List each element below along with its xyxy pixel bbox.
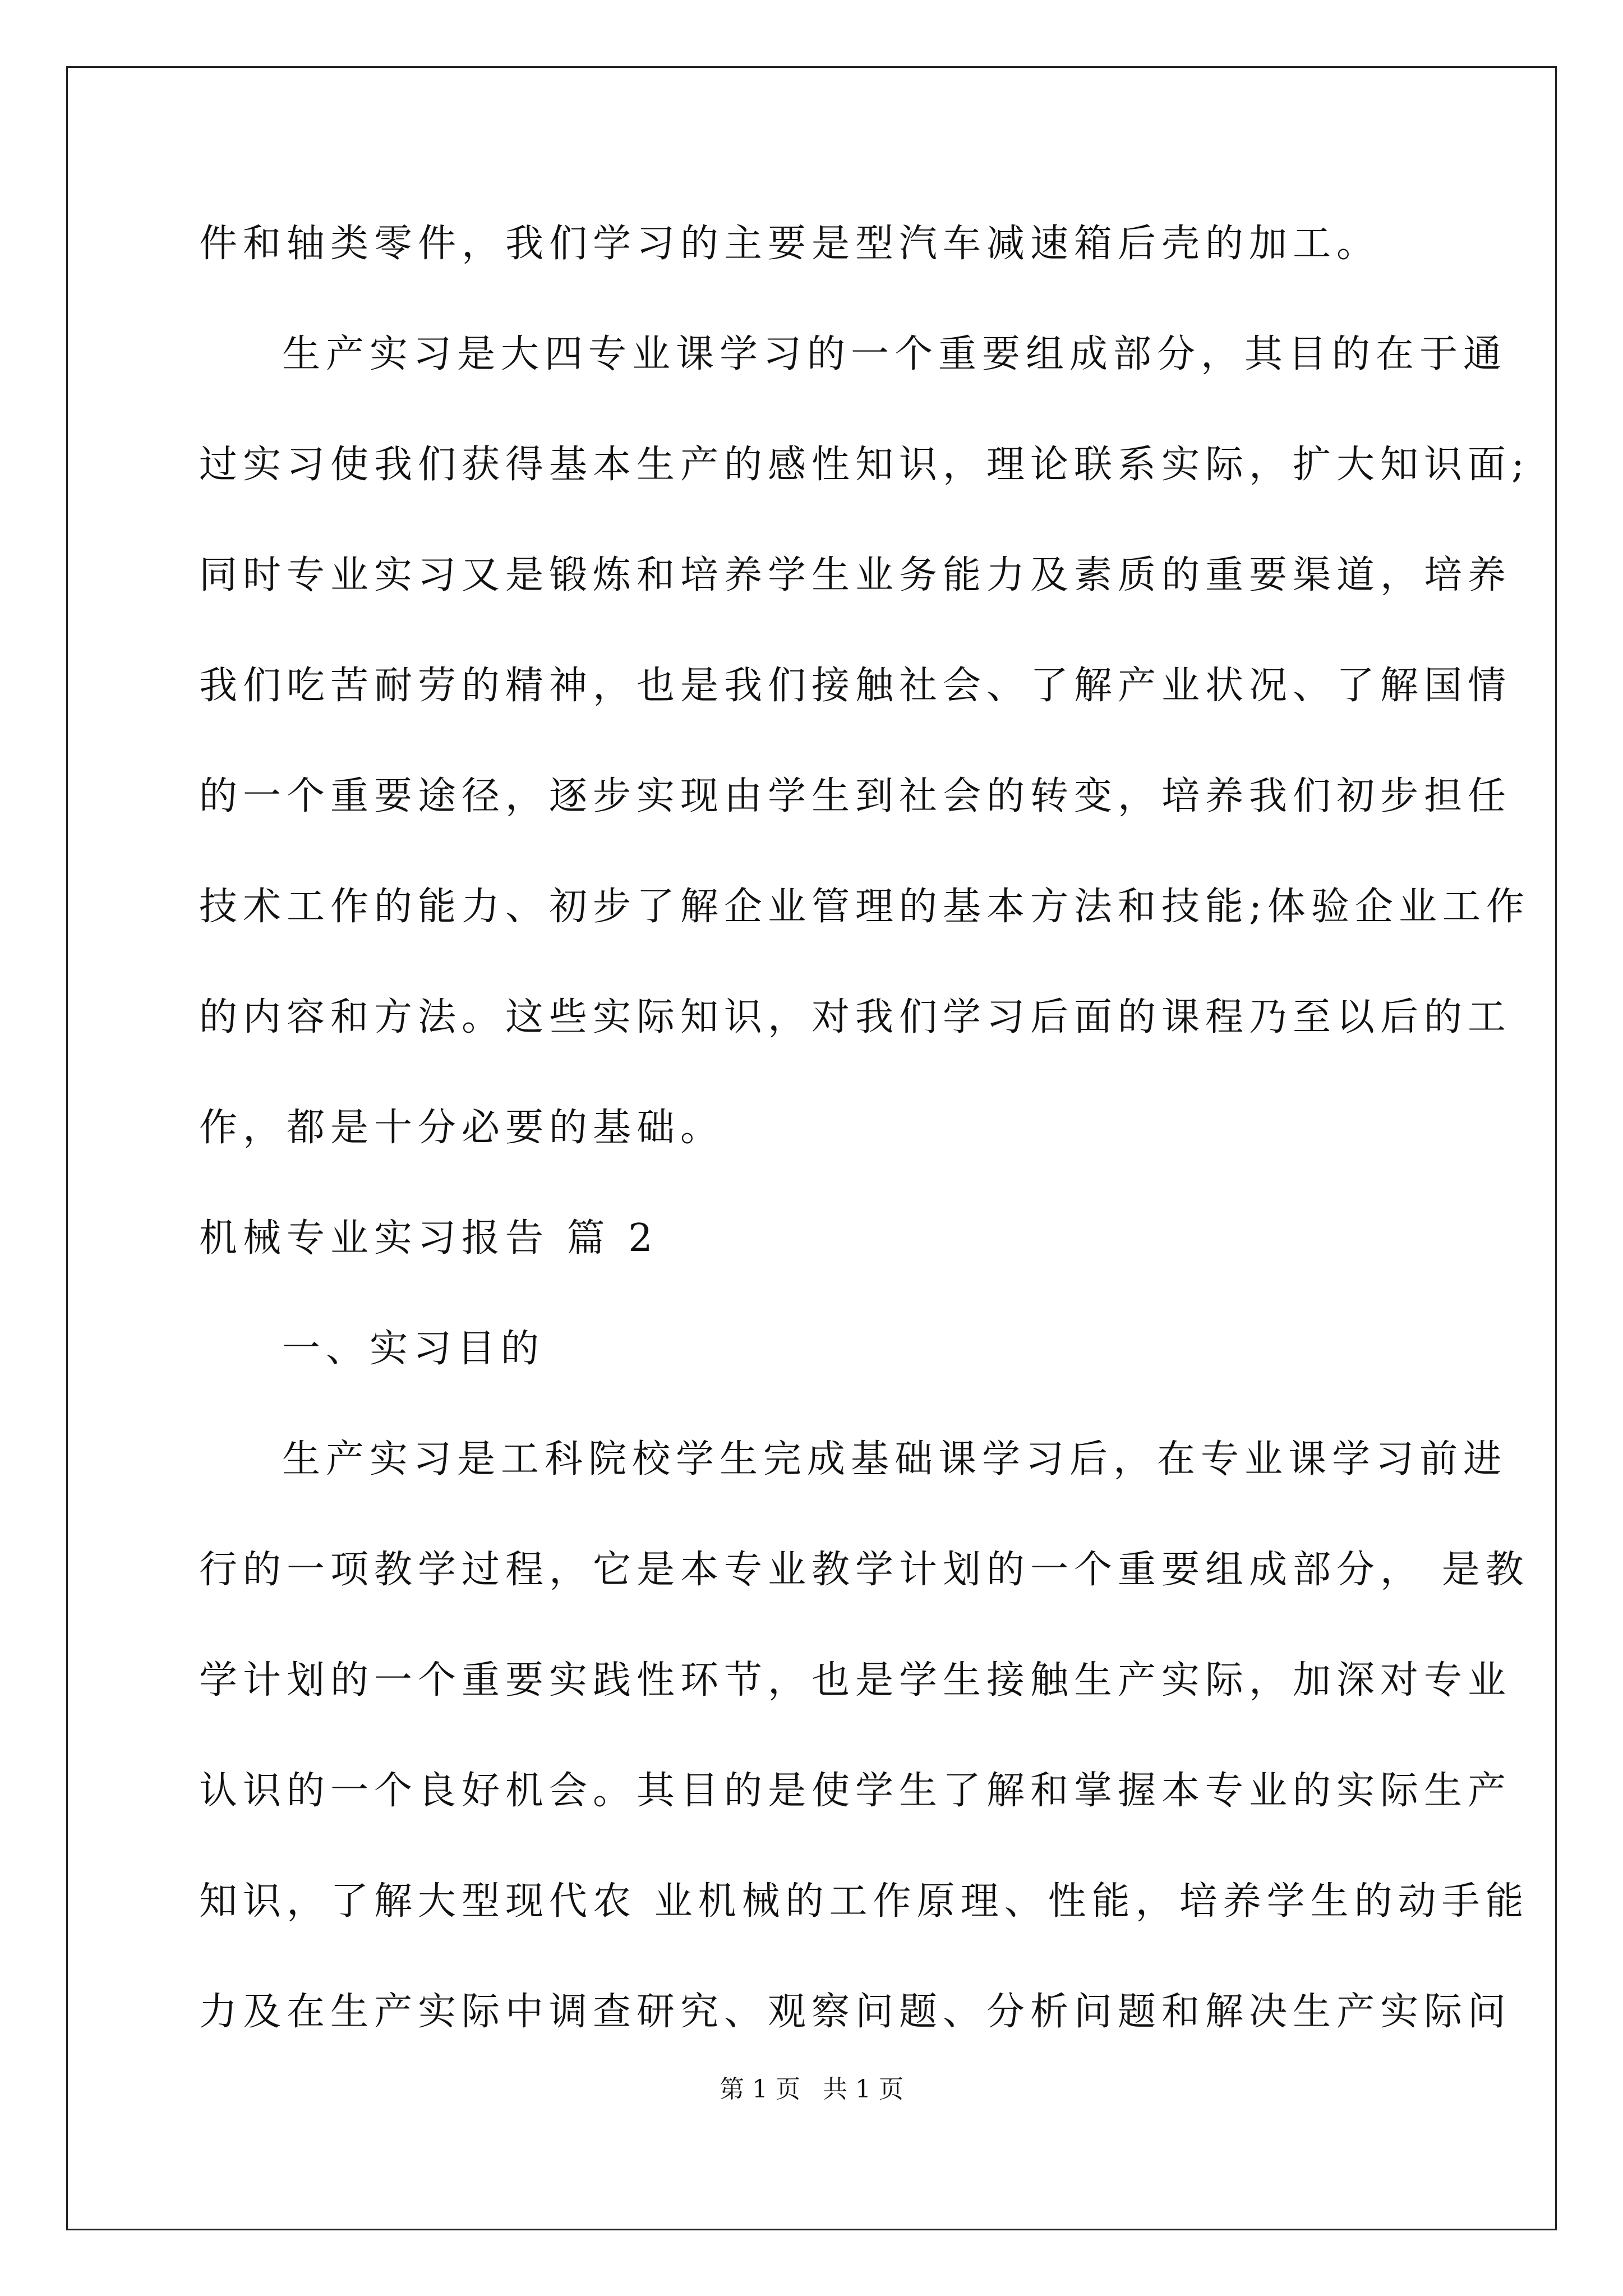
paragraph-line: 生产实习是大四专业课学习的一个重要组成部分，其目的在于通 [282,332,1507,376]
paragraph-line: 知识，了解大型现代农 业机械的工作原理、性能，培养学生的动手能 [199,1879,1529,1924]
page-total: 共 1 页 [823,2075,903,2104]
paragraph-line: 的内容和方法。这些实际知识，对我们学习后面的课程乃至以后的工 [199,995,1512,1039]
paragraph-line: 我们吃苦耐劳的精神，也是我们接触社会、了解产业状况、了解国情 [199,664,1512,708]
paragraph-line: 生产实习是工科院校学生完成基础课学习后，在专业课学习前进 [282,1437,1507,1481]
section-heading: 机械专业实习报告 篇 2 [199,1216,658,1260]
paragraph-line: 同时专业实习又是锻炼和培养学生业务能力及素质的重要渠道，培养 [199,553,1512,597]
paragraph-line: 技术工作的能力、初步了解企业管理的基本方法和技能;体验企业工作 [199,885,1530,929]
subsection-heading: 一、实习目的 [282,1327,545,1371]
paragraph-line: 行的一项教学过程，它是本专业教学计划的一个重要组成部分， 是教 [199,1548,1529,1592]
page-footer [0,2073,1623,2106]
paragraph-line: 的一个重要途径，逐步实现由学生到社会的转变，培养我们初步担任 [199,774,1512,818]
document-body [199,210,1530,2089]
paragraph-line: 件和轴类零件，我们学习的主要是型汽车减速箱后壳的加工。 [199,222,1381,266]
paragraph-line: 过实习使我们获得基本生产的感性知识，理论联系实际，扩大知识面; [199,443,1530,487]
paragraph-line: 学计划的一个重要实践性环节，也是学生接触生产实际，加深对专业 [199,1658,1512,1703]
paragraph-line: 认识的一个良好机会。其目的是使学生了解和掌握本专业的实际生产 [199,1769,1512,1813]
paragraph-line: 作，都是十分必要的基础。 [199,1106,725,1150]
paragraph-line: 力及在生产实际中调查研究、观察问题、分析问题和解决生产实际问 [199,1990,1512,2034]
page-number: 第 1 页 [720,2075,800,2104]
